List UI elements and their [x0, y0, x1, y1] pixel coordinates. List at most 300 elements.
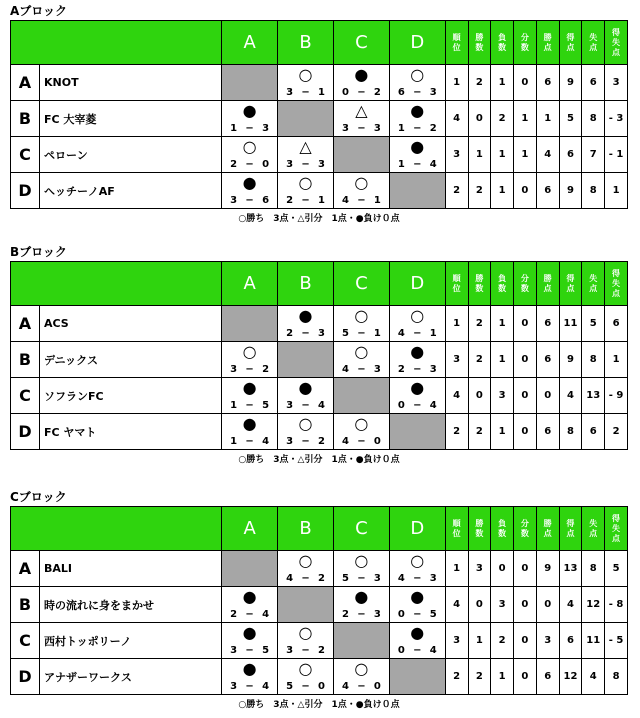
- lose-mark-icon: ●: [410, 378, 425, 397]
- stat-cell: 1: [468, 623, 491, 659]
- score-against: 1: [373, 328, 381, 339]
- score-dash: −: [357, 123, 366, 134]
- win-mark-icon: ○: [298, 659, 313, 678]
- match-score: [390, 328, 445, 340]
- self-match-cell: [222, 306, 278, 342]
- lose-mark-icon: ●: [354, 65, 369, 84]
- score-against: 4: [429, 159, 437, 170]
- score-against: 1: [429, 328, 437, 339]
- match-result-cell: [222, 137, 278, 173]
- stat-cell: 2: [468, 414, 491, 450]
- table-row: [11, 101, 628, 137]
- score-for: 3: [286, 436, 294, 447]
- match-result-cell: [389, 623, 445, 659]
- match-result-cell: [278, 378, 334, 414]
- score-dash: −: [245, 364, 254, 375]
- match-score: [222, 123, 277, 135]
- stat-header: [468, 21, 491, 65]
- standings-table: [10, 20, 628, 209]
- lose-mark-icon: ●: [410, 137, 425, 156]
- stat-cell: 6: [559, 137, 582, 173]
- score-against: 0: [373, 681, 381, 692]
- header-blank: [11, 262, 222, 306]
- score-against: 3: [429, 364, 437, 375]
- stat-cell: 3: [468, 551, 491, 587]
- match-result-cell: [333, 551, 389, 587]
- score-dash: −: [245, 159, 254, 170]
- stat-cell: 12: [559, 659, 582, 695]
- stat-cell: 1: [445, 65, 468, 101]
- match-result-cell: [389, 137, 445, 173]
- score-dash: −: [357, 436, 366, 447]
- match-result-cell: [222, 173, 278, 209]
- score-for: 2: [230, 159, 238, 170]
- match-score: [278, 645, 333, 657]
- row-letter: C: [11, 137, 40, 173]
- stat-cell: 2: [468, 659, 491, 695]
- draw-mark-icon: △: [299, 137, 312, 156]
- score-dash: −: [413, 123, 422, 134]
- header-row: [11, 507, 628, 551]
- stat-cell: 1: [491, 173, 514, 209]
- team-name: ソフランFC: [39, 378, 221, 414]
- header-row: [11, 262, 628, 306]
- stat-header: [582, 262, 605, 306]
- self-match-cell: [278, 101, 334, 137]
- block-title: Cブロック: [10, 490, 67, 504]
- stat-cell: 0: [514, 551, 537, 587]
- stat-header-label: 勝数: [475, 273, 484, 293]
- score-dash: −: [301, 87, 310, 98]
- score-dash: −: [301, 436, 310, 447]
- stat-cell: 3: [491, 587, 514, 623]
- score-for: 1: [397, 159, 405, 170]
- stat-cell: 1: [491, 65, 514, 101]
- match-result-cell: [333, 65, 389, 101]
- score-against: 0: [373, 436, 381, 447]
- row-letter: D: [11, 173, 40, 209]
- stat-cell: 5: [605, 551, 628, 587]
- score-against: 3: [373, 123, 381, 134]
- stat-header: [468, 262, 491, 306]
- row-letter: B: [11, 101, 40, 137]
- stat-cell: 6: [605, 306, 628, 342]
- stat-header-label: 順位: [452, 273, 461, 293]
- match-score: [390, 609, 445, 621]
- score-for: 3: [230, 364, 238, 375]
- score-dash: −: [301, 681, 310, 692]
- lose-mark-icon: ●: [242, 587, 257, 606]
- match-score: [390, 159, 445, 171]
- score-dash: −: [357, 328, 366, 339]
- stat-cell: 1: [491, 137, 514, 173]
- team-name: ペローン: [39, 137, 221, 173]
- match-score: [278, 573, 333, 585]
- score-for: 3: [341, 123, 349, 134]
- lose-mark-icon: ●: [242, 378, 257, 397]
- row-letter: C: [11, 623, 40, 659]
- match-score: [222, 195, 277, 207]
- stat-header-label: 負数: [498, 32, 507, 52]
- row-letter: B: [11, 587, 40, 623]
- team-name: ヘッチーノAF: [39, 173, 221, 209]
- score-against: 3: [373, 609, 381, 620]
- stat-cell: 4: [445, 378, 468, 414]
- stat-cell: 0: [491, 551, 514, 587]
- stat-cell: 6: [559, 623, 582, 659]
- header-blank: [11, 507, 222, 551]
- stat-cell: 0: [536, 378, 559, 414]
- match-score: [222, 436, 277, 448]
- score-dash: −: [413, 573, 422, 584]
- row-letter: A: [11, 551, 40, 587]
- score-for: 2: [286, 195, 294, 206]
- stat-cell: 4: [445, 587, 468, 623]
- stat-cell: 9: [559, 342, 582, 378]
- row-letter: B: [11, 342, 40, 378]
- score-dash: −: [357, 681, 366, 692]
- stat-cell: 7: [582, 137, 605, 173]
- win-mark-icon: ○: [354, 551, 369, 570]
- match-score: [278, 195, 333, 207]
- row-letter: A: [11, 306, 40, 342]
- column-header-d: D: [389, 21, 445, 65]
- stat-cell: 2: [468, 65, 491, 101]
- stat-header: [491, 507, 514, 551]
- stat-header-label: 勝点: [543, 32, 552, 52]
- stat-header-label: 失点: [589, 273, 598, 293]
- lose-mark-icon: ●: [354, 587, 369, 606]
- lose-mark-icon: ●: [410, 101, 425, 120]
- stat-cell: 1: [514, 101, 537, 137]
- score-against: 3: [317, 328, 325, 339]
- self-match-cell: [333, 623, 389, 659]
- score-against: 0: [262, 159, 270, 170]
- stat-cell: 4: [559, 378, 582, 414]
- table-row: [11, 659, 628, 695]
- stat-cell: 2: [468, 342, 491, 378]
- stat-cell: 6: [582, 65, 605, 101]
- score-against: 3: [262, 123, 270, 134]
- result-legend: ○勝ち 3点・△引分 1点・●負け０点: [238, 455, 400, 465]
- team-name: 時の流れに身をまかせ: [39, 587, 221, 623]
- self-match-cell: [389, 173, 445, 209]
- draw-mark-icon: △: [355, 101, 368, 120]
- lose-mark-icon: ●: [242, 659, 257, 678]
- score-dash: −: [413, 609, 422, 620]
- score-dash: −: [245, 400, 254, 411]
- table-row: [11, 65, 628, 101]
- match-result-cell: [222, 659, 278, 695]
- stat-header: [445, 262, 468, 306]
- score-for: 4: [341, 681, 349, 692]
- stat-cell: 3: [445, 623, 468, 659]
- score-for: 5: [341, 328, 349, 339]
- score-against: 0: [317, 681, 325, 692]
- match-result-cell: [333, 414, 389, 450]
- score-dash: −: [413, 645, 422, 656]
- stat-cell: 1: [445, 306, 468, 342]
- score-dash: −: [413, 364, 422, 375]
- score-dash: −: [357, 87, 366, 98]
- match-score: [278, 681, 333, 693]
- stat-cell: 0: [514, 342, 537, 378]
- stat-cell: 8: [582, 342, 605, 378]
- stat-cell: 3: [536, 623, 559, 659]
- stat-cell: 3: [605, 65, 628, 101]
- stat-header-label: 失点: [589, 518, 598, 538]
- score-dash: −: [301, 328, 310, 339]
- block-title: Bブロック: [10, 245, 67, 259]
- score-dash: −: [245, 123, 254, 134]
- stat-header: [536, 507, 559, 551]
- stat-cell: 9: [559, 173, 582, 209]
- match-score: [222, 364, 277, 376]
- score-against: 3: [429, 87, 437, 98]
- match-result-cell: [333, 173, 389, 209]
- score-for: 6: [397, 87, 405, 98]
- stat-cell: 6: [536, 659, 559, 695]
- stat-cell: 6: [582, 414, 605, 450]
- stat-cell: 1: [491, 306, 514, 342]
- stat-cell: 8: [559, 414, 582, 450]
- stat-header: [445, 507, 468, 551]
- stat-cell: 1: [445, 551, 468, 587]
- match-score: [390, 400, 445, 412]
- match-result-cell: [278, 65, 334, 101]
- match-result-cell: [278, 623, 334, 659]
- match-result-cell: [389, 306, 445, 342]
- stat-cell: 6: [536, 414, 559, 450]
- score-for: 2: [230, 609, 238, 620]
- win-mark-icon: ○: [354, 342, 369, 361]
- self-match-cell: [333, 378, 389, 414]
- score-against: 2: [429, 123, 437, 134]
- score-for: 1: [397, 123, 405, 134]
- match-result-cell: [222, 587, 278, 623]
- column-header-d: D: [389, 507, 445, 551]
- stat-cell: 0: [468, 378, 491, 414]
- self-match-cell: [278, 587, 334, 623]
- column-header-c: C: [333, 262, 389, 306]
- win-mark-icon: ○: [298, 551, 313, 570]
- score-against: 4: [317, 400, 325, 411]
- score-for: 3: [286, 400, 294, 411]
- team-name: FC ヤマト: [39, 414, 221, 450]
- match-result-cell: [389, 551, 445, 587]
- row-letter: D: [11, 414, 40, 450]
- stat-cell: 4: [559, 587, 582, 623]
- score-dash: −: [357, 364, 366, 375]
- win-mark-icon: ○: [354, 173, 369, 192]
- score-against: 3: [317, 159, 325, 170]
- lose-mark-icon: ●: [410, 342, 425, 361]
- stat-header-label: 得失点: [612, 513, 621, 543]
- league-block: [10, 490, 628, 718]
- stat-cell: 6: [536, 173, 559, 209]
- stat-header: [559, 21, 582, 65]
- score-against: 2: [317, 645, 325, 656]
- match-score: [278, 400, 333, 412]
- match-result-cell: [222, 101, 278, 137]
- table-row: [11, 306, 628, 342]
- lose-mark-icon: ●: [242, 101, 257, 120]
- match-result-cell: [278, 414, 334, 450]
- score-dash: −: [245, 681, 254, 692]
- stat-cell: 1: [536, 101, 559, 137]
- stat-cell: 1: [468, 137, 491, 173]
- header-blank: [11, 21, 222, 65]
- score-against: 4: [262, 681, 270, 692]
- score-for: 2: [397, 364, 405, 375]
- score-for: 4: [341, 195, 349, 206]
- stat-header-label: 失点: [589, 32, 598, 52]
- match-result-cell: [389, 101, 445, 137]
- stat-cell: 5: [559, 101, 582, 137]
- match-result-cell: [389, 342, 445, 378]
- win-mark-icon: ○: [410, 65, 425, 84]
- score-for: 0: [397, 400, 405, 411]
- stat-cell: 13: [582, 378, 605, 414]
- row-letter: C: [11, 378, 40, 414]
- stat-cell: 0: [514, 378, 537, 414]
- stat-header: [582, 21, 605, 65]
- score-against: 5: [429, 609, 437, 620]
- stat-header: [514, 507, 537, 551]
- self-match-cell: [333, 137, 389, 173]
- table-row: [11, 173, 628, 209]
- stat-cell: 9: [536, 551, 559, 587]
- stat-header: [468, 507, 491, 551]
- self-match-cell: [222, 65, 278, 101]
- team-name: FC 大宰菱: [39, 101, 221, 137]
- match-result-cell: [278, 659, 334, 695]
- stat-cell: 12: [582, 587, 605, 623]
- stat-cell: 3: [445, 342, 468, 378]
- lose-mark-icon: ●: [298, 378, 313, 397]
- score-for: 0: [397, 645, 405, 656]
- stat-cell: - 8: [605, 587, 628, 623]
- match-result-cell: [389, 378, 445, 414]
- match-result-cell: [278, 173, 334, 209]
- score-against: 1: [317, 87, 325, 98]
- stat-header: [445, 21, 468, 65]
- score-for: 5: [286, 681, 294, 692]
- match-result-cell: [222, 342, 278, 378]
- table-row: [11, 378, 628, 414]
- match-score: [334, 573, 389, 585]
- stat-cell: 0: [514, 414, 537, 450]
- column-header-a: A: [222, 21, 278, 65]
- match-score: [334, 195, 389, 207]
- score-dash: −: [413, 159, 422, 170]
- team-name: デニックス: [39, 342, 221, 378]
- column-header-d: D: [389, 262, 445, 306]
- score-against: 6: [262, 195, 270, 206]
- stat-cell: 0: [468, 587, 491, 623]
- match-score: [390, 645, 445, 657]
- team-name: BALI: [39, 551, 221, 587]
- score-against: 2: [317, 436, 325, 447]
- column-header-b: B: [278, 21, 334, 65]
- score-dash: −: [301, 645, 310, 656]
- result-legend: ○勝ち 3点・△引分 1点・●負け０点: [238, 214, 400, 224]
- stat-header-label: 勝数: [475, 32, 484, 52]
- stat-cell: 2: [468, 173, 491, 209]
- match-score: [334, 364, 389, 376]
- match-result-cell: [222, 414, 278, 450]
- match-score: [278, 159, 333, 171]
- match-result-cell: [333, 659, 389, 695]
- block-title: Aブロック: [10, 4, 68, 18]
- stat-header: [605, 507, 628, 551]
- lose-mark-icon: ●: [242, 173, 257, 192]
- stat-cell: 2: [445, 659, 468, 695]
- stat-header: [559, 262, 582, 306]
- match-result-cell: [389, 65, 445, 101]
- table-row: [11, 342, 628, 378]
- stat-cell: 8: [605, 659, 628, 695]
- match-score: [278, 328, 333, 340]
- score-against: 3: [373, 573, 381, 584]
- win-mark-icon: ○: [242, 342, 257, 361]
- stat-cell: 1: [491, 414, 514, 450]
- stat-cell: 3: [491, 378, 514, 414]
- match-score: [222, 645, 277, 657]
- win-mark-icon: ○: [242, 137, 257, 156]
- score-dash: −: [301, 400, 310, 411]
- team-name: KNOT: [39, 65, 221, 101]
- stat-cell: 13: [559, 551, 582, 587]
- stat-header: [514, 21, 537, 65]
- score-against: 3: [373, 364, 381, 375]
- score-for: 3: [286, 159, 294, 170]
- match-result-cell: [333, 342, 389, 378]
- score-for: 1: [230, 123, 238, 134]
- stat-cell: 6: [536, 65, 559, 101]
- score-dash: −: [301, 159, 310, 170]
- score-for: 1: [230, 400, 238, 411]
- stat-cell: 0: [468, 101, 491, 137]
- stat-header: [514, 262, 537, 306]
- lose-mark-icon: ●: [410, 587, 425, 606]
- score-for: 3: [286, 87, 294, 98]
- match-score: [334, 123, 389, 135]
- win-mark-icon: ○: [298, 65, 313, 84]
- stat-cell: 0: [514, 623, 537, 659]
- standings-table: [10, 261, 628, 450]
- table-row: [11, 587, 628, 623]
- match-score: [222, 609, 277, 621]
- win-mark-icon: ○: [410, 306, 425, 325]
- score-against: 5: [262, 645, 270, 656]
- stat-header-label: 分数: [520, 32, 529, 52]
- column-header-a: A: [222, 262, 278, 306]
- self-match-cell: [389, 659, 445, 695]
- lose-mark-icon: ●: [410, 623, 425, 642]
- score-against: 5: [262, 400, 270, 411]
- win-mark-icon: ○: [354, 306, 369, 325]
- stat-header: [582, 507, 605, 551]
- match-score: [222, 159, 277, 171]
- standings-table: [10, 506, 628, 695]
- stat-cell: 1: [491, 342, 514, 378]
- score-against: 4: [429, 400, 437, 411]
- column-header-c: C: [333, 21, 389, 65]
- column-header-a: A: [222, 507, 278, 551]
- stat-cell: 8: [582, 551, 605, 587]
- score-for: 4: [397, 573, 405, 584]
